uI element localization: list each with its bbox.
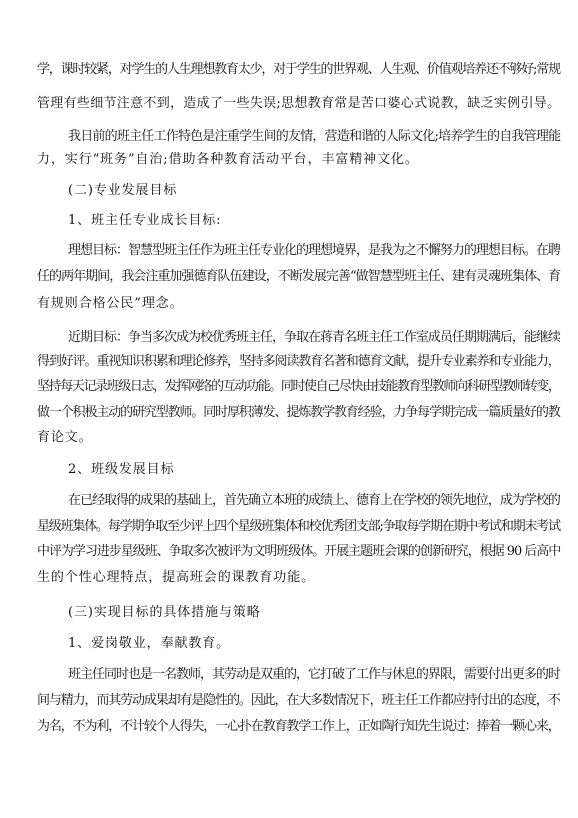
- text-line: 中评为学习进步星级班、争取多次被评为文明班级体。开展主题班会课的创新研究，根据 90 后高中: [37, 544, 561, 559]
- text-line: 为名，不为利，不计较个人得失，一心扑在教育教学工作上，正如陶行知先生说过：捧着一颗心来，: [37, 719, 560, 734]
- text-line: 学，课时较紧，对学生的人生理想教育太少，对于学生的世界观、人生观、价值观培养还不够好;常规: [37, 62, 560, 77]
- text-line: 在已经取得的成果的基础上，首先确立本班的成绩上、德育上在学校的领先地位，成为学校的: [68, 493, 560, 508]
- section-heading: (二)专业发展目标: [68, 183, 178, 198]
- text-line: 育论文。: [37, 430, 93, 445]
- subsection-heading: 2、班级发展目标: [68, 462, 175, 477]
- subsection-heading: 1、爱岗敬业，奉献教育。: [68, 636, 231, 651]
- text-line: 力，实行“班务”自治;借助各种教育活动平台，丰富精神文化。: [37, 152, 419, 167]
- text-line: 任的两年期间，我会注重加强德育队伍建设，不断发展完善“做智慧型班主任、建有灵魂班集体、育: [37, 269, 561, 284]
- text-line: 做一个积极主动的研究型教师。同时厚积薄发、提炼教学教育经验，力争每学期完成一篇质量好的教: [37, 405, 560, 420]
- text-line: 班主任同时也是一名教师，其劳动是双重的，它打破了工作与休息的界限，需要付出更多的时: [68, 667, 560, 682]
- text-line: 生的个性心理特点，提高班会的课教育功能。: [37, 570, 316, 585]
- text-line: 近期目标：争当多次成为校优秀班主任，争取在蒋青名班主任工作室成员任期期满后，能继续: [68, 330, 560, 345]
- section-heading: (三)实现目标的具体措施与策略: [68, 605, 261, 620]
- text-line: 坚持每天记录班级日志，发挥网络的互动功能。同时使自己尽快由技能教育型教师向科研型教师转变，: [37, 379, 560, 394]
- text-line: 理想目标：智慧型班主任作为班主任专业化的理想境界，是我为之不懈努力的理想目标。在聘: [68, 243, 560, 258]
- text-line: 有规则合格公民”理念。: [37, 296, 184, 311]
- text-line: 间与精力，而其劳动成果却有是隐性的。因此，在大多数情况下，班主任工作都应持付出的态度，不: [37, 693, 560, 708]
- text-line: 管理有些细节注意不到，造成了一些失误;思想教育常是苦口婆心式说教，缺乏实例引导。: [37, 96, 561, 111]
- text-line: 星级班集体。每学期争取至少评上四个星级班集体和校优秀团支部;争取每学期在期中考试和期末考试: [37, 519, 560, 534]
- text-line: 我日前的班主任工作特色是注重学生间的友情，营造和谐的人际文化;培养学生的自我管理能: [68, 129, 561, 144]
- text-line: 得到好评。重视知识积累和理论修养，坚持多阅读教育名著和德育文献，提升专业素养和专业能力，: [37, 354, 560, 369]
- subsection-heading: 1、班主任专业成长目标:: [68, 213, 222, 228]
